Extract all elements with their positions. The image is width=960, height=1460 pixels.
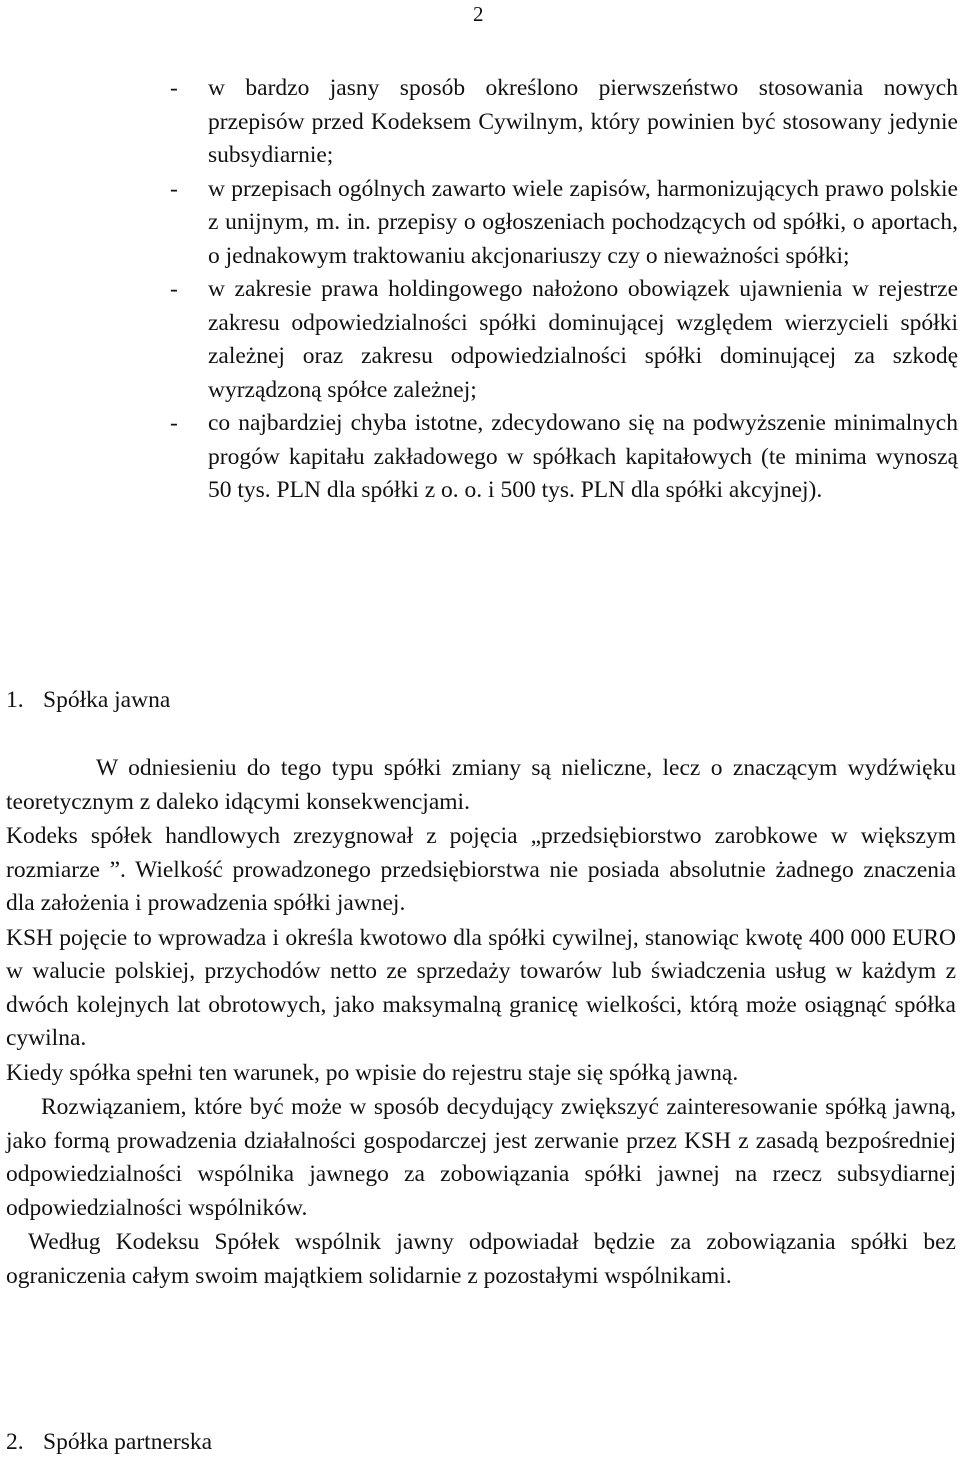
bullet-dash: - bbox=[170, 410, 178, 436]
bullet-dash: - bbox=[170, 276, 178, 302]
section-heading-spolka-partnerska bbox=[6, 1425, 212, 1459]
body-text bbox=[6, 752, 956, 1327]
bullet-dash: - bbox=[170, 175, 178, 202]
bullet-dash: - bbox=[170, 75, 178, 101]
section-title: Spółka partnerska bbox=[43, 1429, 213, 1455]
bullet-text: w przepisach ogólnych zawarto wiele zapisów, harmonizujących prawo polskie z unijnym, m. in. przepisy o ogłoszeniach pochodzących od spółki, o aportach, o jednakowym traktowaniu akcjonariuszy czy o nieważności spółki; bbox=[208, 175, 958, 269]
paragraph: KSH pojęcie to wprowadza i określa kwotowo dla spółki cywilnej, stanowiąc kwotę 400 000 EURO w walucie polskiej, przychodów netto ze sprzedaży towarów lub świadczenia usług w każdym z dwóch kolejnych lat obrotowych, jako maksymalną granicę wielkości, którą może osiągnąć spółka cywilna. bbox=[6, 924, 956, 1051]
list-item bbox=[170, 173, 958, 274]
paragraph: Kiedy spółka spełni ten warunek, po wpisie do rejestru staje się spółką jawną. bbox=[6, 1059, 739, 1086]
list-item bbox=[170, 72, 958, 173]
paragraph: Kodeks spółek handlowych zrezygnował z pojęcia „przedsiębiorstwo zarobkowe w większym rozmiarze ”. Wielkość prowadzonego przedsiębiorstwa nie posiada absolutnie żadnego znaczenia dla założenia i prowadzenia spółki jawnej. bbox=[6, 823, 956, 916]
paragraph: Według Kodeksu Spółek wspólnik jawny odpowiadał będzie za zobowiązania spółki bez ograniczenia całym swoim majątkiem solidarnie z pozostałymi wspólnikami. bbox=[6, 1229, 956, 1289]
list-item bbox=[170, 407, 958, 508]
bullet-text: co najbardziej chyba istotne, zdecydowano się na podwyższenie minimalnych progów kapitału zakładowego w spółkach kapitałowych (te minima wynoszą 50 tys. PLN dla spółki z o. o. i 500 tys. PLN dla spółki akcyjnej). bbox=[208, 410, 958, 503]
section-number: 2. bbox=[6, 1429, 24, 1455]
paragraph: Rozwiązaniem, które być może w sposób decydujący zwiększyć zainteresowanie spółką jawną, jako formą prowadzenia działalności gospodarczej jest zerwanie przez KSH z zasadą bezpośredniej odpowiedzialności wspólnika jawnego za zobowiązania spółki jawnej na rzecz subsydiarnej odpowiedzialności wspólników. bbox=[6, 1094, 956, 1221]
paragraph: W odniesieniu do tego typu spółki zmiany są nieliczne, lecz o znaczącym wydźwięku teoretycznym z daleko idącymi konsekwencjami. bbox=[6, 755, 956, 815]
page-number: 2 bbox=[473, 2, 484, 26]
bullet-text: w bardzo jasny sposób określono pierwszeństwo stosowania nowych przepisów przed Kodeksem Cywilnym, który powinien być stosowany jedynie subsydiarnie; bbox=[208, 75, 958, 168]
bullet-list bbox=[170, 72, 958, 508]
bullet-text: w zakresie prawa holdingowego nałożono obowiązek ujawnienia w rejestrze zakresu odpowiedzialności spółki dominującej względem wierzycieli spółki zależnej oraz zakresu odpowiedzialności spółki dominującej za szkodę wyrządzoną spółce zależnej; bbox=[208, 276, 958, 403]
list-item bbox=[170, 273, 958, 407]
section-title: Spółka jawna bbox=[43, 687, 171, 713]
section-number: 1. bbox=[6, 687, 24, 713]
section-heading-spolka-jawna bbox=[6, 683, 170, 717]
